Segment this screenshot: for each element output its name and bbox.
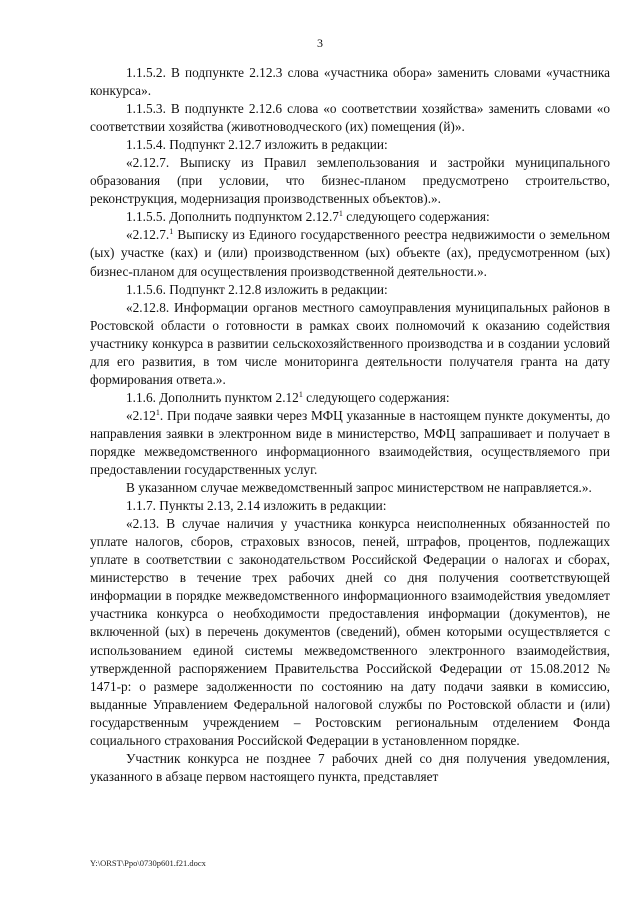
paragraph-text: «2.12.7. bbox=[126, 227, 170, 243]
paragraph-text: следующего содержания: bbox=[342, 209, 490, 225]
paragraph: «2.13. В случае наличия у участника конкурса неисполненных обязанностей по уплате налогов, сборов, страховых взносов, пеней, штрафов, процентов, подлежащих уплате в соответствии с законодательством Российской Федерации о налогах и сборах, министерство в течение трех рабочих дней со дня получения соответствующей информации в порядке межведомственного информационного взаимодействия уведомляет участника конкурса о необходимости предоставления информации (документов), не включенной (ых) в перечень документов (сведений), обмен которыми осуществляется с использованием единой системы межведомственного электронного взаимодействия, утвержденной распоряжением Правительства Российской Федерации от 15.08.2012 № 1471-р: о размере задолженности по состоянию на дату подачи заявки в комиссию, выданные Управлением Федеральной налоговой службы по Ростовской области и (или) государственным учреждением – Ростовским региональным отделением Фонда социального страхования Российской Федерации в установленном порядке. bbox=[90, 516, 610, 748]
paragraph-text: Выписку из Единого государственного реестра недвижимости о земельном (ых) участке (ках) и (или) производственном (ых) объекте (ах), предусмотренном (ых) бизнес-планом для осуществления производственной деятельности.». bbox=[90, 227, 610, 279]
paragraph bbox=[90, 226, 610, 280]
paragraph: Участник конкурса не позднее 7 рабочих дней со дня получения уведомления, указанного в абзаце первом настоящего пункта, представляет bbox=[90, 750, 610, 784]
superscript: 1 bbox=[298, 389, 303, 399]
paragraph: 1.1.5.2. В подпункте 2.12.3 слова «участника обора» заменить словами «участника конкурса». bbox=[90, 65, 610, 99]
superscript: 1 bbox=[155, 407, 160, 417]
paragraph-text: следующего содержания: bbox=[302, 389, 450, 405]
paragraph bbox=[90, 389, 610, 407]
superscript: 1 bbox=[338, 209, 343, 219]
paragraph: В указанном случае межведомственный запрос министерством не направляется.». bbox=[126, 480, 592, 496]
document-body bbox=[90, 64, 610, 786]
paragraph-text: 1.1.5.5. Дополнить подпунктом 2.12.7 bbox=[126, 209, 339, 225]
paragraph bbox=[90, 407, 610, 479]
page-number: 3 bbox=[317, 36, 323, 50]
paragraph: 1.1.5.4. Подпункт 2.12.7 изложить в редакции: bbox=[126, 137, 388, 153]
paragraph-text: «2.12 bbox=[126, 407, 156, 423]
paragraph: 1.1.5.6. Подпункт 2.12.8 изложить в редакции: bbox=[126, 281, 388, 297]
superscript: 1 bbox=[169, 227, 174, 237]
paragraph-text: . При подаче заявки через МФЦ указанные в настоящем пункте документы, до направления заявки в электронном виде в министерство, МФЦ запрашивает и получает в порядке межведомственного информационного взаимодействия, осуществляемого при предоставлении государственных услуг. bbox=[90, 407, 610, 478]
paragraph: «2.12.7. Выписку из Правил землепользования и застройки муниципального образования (при условии, что бизнес-планом предусмотрено строительство, реконструкция, модернизация производственных объектов).». bbox=[90, 155, 610, 207]
paragraph: «2.12.8. Информации органов местного самоуправления муниципальных районов в Ростовской области о готовности в рамках своих полномочий к оказанию содействия участнику конкурса в развитии сельскохозяйственного производства и в создании условий для его развития, в том числе мониторинга деятельности получателя гранта на дату формирования ответа.». bbox=[90, 299, 610, 387]
paragraph-text: 1.1.6. Дополнить пунктом 2.12 bbox=[126, 389, 299, 405]
paragraph bbox=[90, 208, 610, 226]
paragraph: 1.1.7. Пункты 2.13, 2.14 изложить в редакции: bbox=[126, 498, 387, 514]
file-path-footer: Y:\ORST\Ppo\0730p601.f21.docx bbox=[90, 858, 206, 868]
paragraph: 1.1.5.3. В подпункте 2.12.6 слова «о соответствии хозяйства» заменить словами «о соответствии хозяйства (животноводческого (их) помещения (й)». bbox=[90, 101, 610, 135]
